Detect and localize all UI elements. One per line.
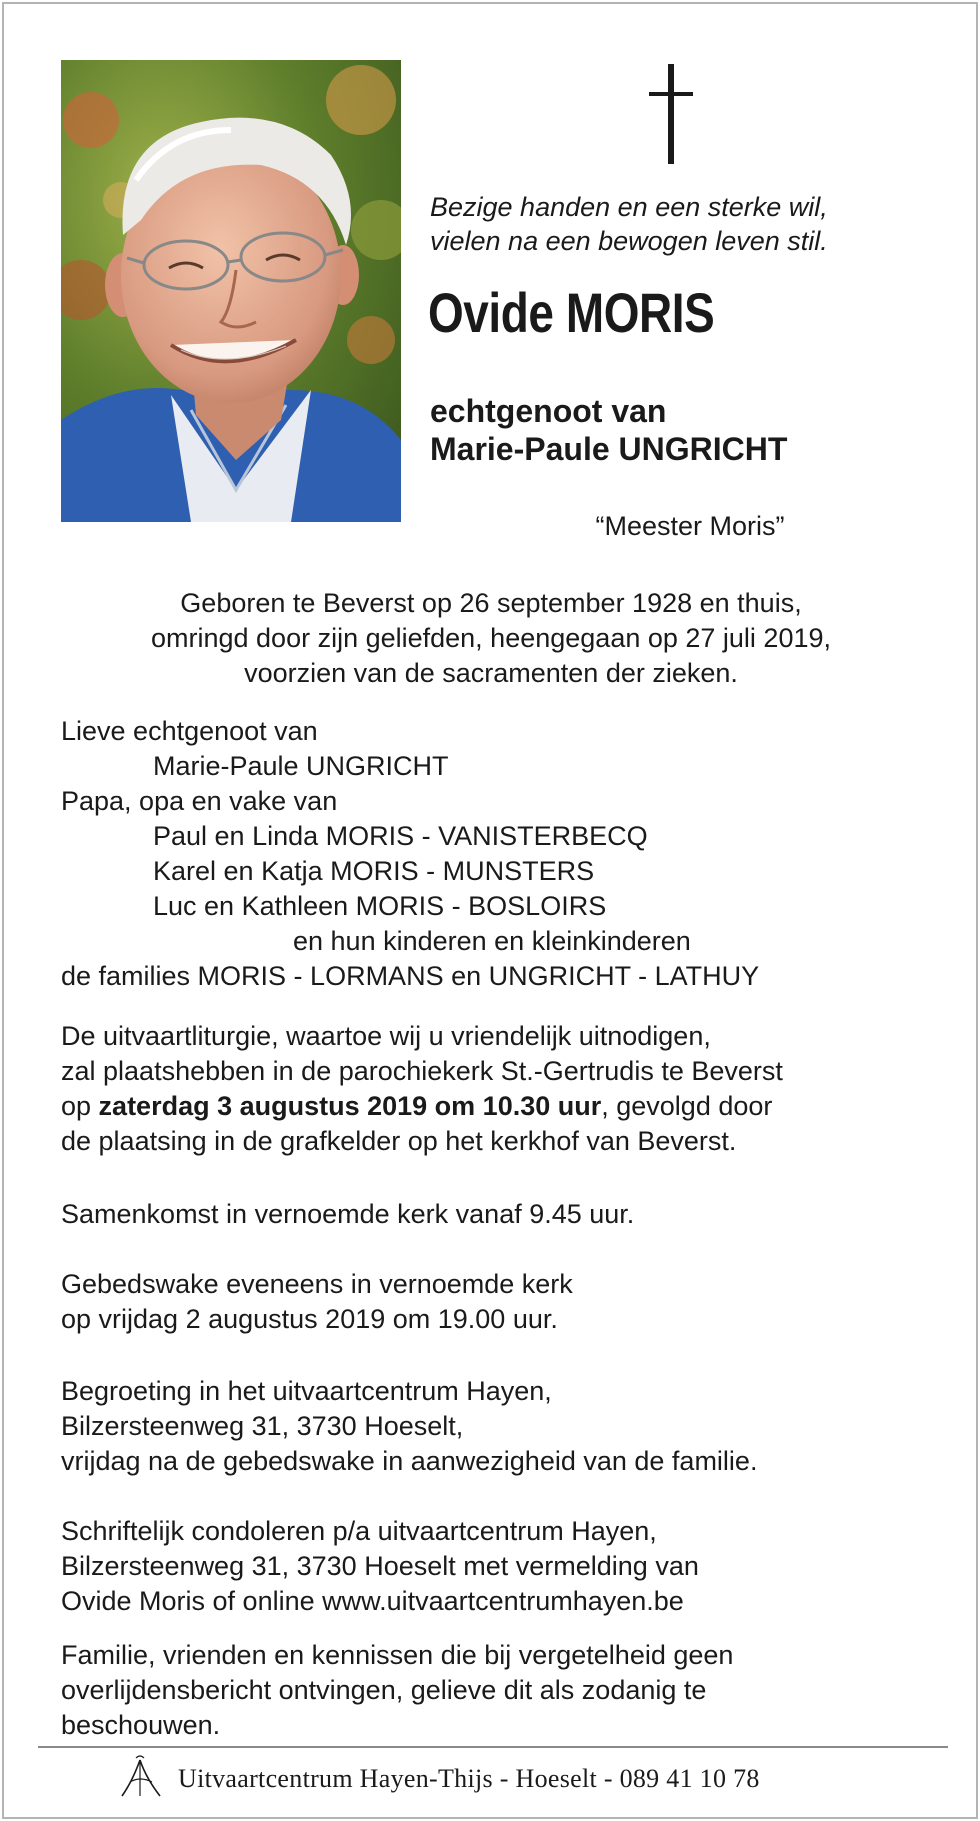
family-line: Karel en Katja MORIS - MUNSTERS [153, 856, 595, 886]
spouse-line: Marie-Paule UNGRICHT [430, 431, 788, 467]
family-line: de families MORIS - LORMANS en UNGRICHT - LATHUY [61, 961, 760, 991]
vigil-paragraph [61, 1267, 961, 1337]
poem [430, 190, 950, 258]
family-line: Luc en Kathleen MORIS - BOSLOIRS [153, 891, 607, 921]
family-line: Paul en Linda MORIS - VANISTERBECQ [153, 821, 648, 851]
family-line: Marie-Paule UNGRICHT [153, 751, 449, 781]
greeting-line: Bilzersteenweg 31, 3730 Hoeselt, [61, 1411, 464, 1441]
vigil-line: op vrijdag 2 augustus 2019 om 19.00 uur. [61, 1304, 558, 1334]
liturgy-line: De uitvaartliturgie, waartoe wij u vriendelijk uitnodigen, [61, 1021, 711, 1051]
closing-paragraph [61, 1638, 961, 1743]
birth-death-text [44, 586, 938, 691]
family-list [61, 714, 961, 994]
family-line: en hun kinderen en kleinkinderen [293, 926, 691, 956]
footer-contact: Uitvaartcentrum Hayen-Thijs - Hoeselt - 089 41 10 78 [178, 1764, 760, 1793]
obituary-card [2, 2, 978, 1819]
family-line: Lieve echtgenoot van [61, 716, 318, 746]
poem-line: Bezige handen en een sterke wil, [430, 192, 828, 222]
poem-line: vielen na een bewogen leven stil. [430, 226, 828, 256]
liturgy-date-time: zaterdag 3 augustus 2019 om 10.30 uur [98, 1091, 602, 1121]
cross-icon [649, 64, 693, 164]
greeting-line: vrijdag na de gebedswake in aanwezigheid van de familie. [61, 1446, 758, 1476]
deceased-name: Ovide MORIS [428, 281, 715, 344]
spouse-heading [430, 392, 950, 468]
condolence-line: Schriftelijk condoleren p/a uitvaartcentrum Hayen, [61, 1516, 657, 1546]
liturgy-line: de plaatsing in de grafkelder op het kerkhof van Beverst. [61, 1126, 737, 1156]
liturgy-line [61, 1089, 961, 1124]
nickname: “Meester Moris” [595, 511, 785, 541]
spouse-line: echtgenoot van [430, 393, 667, 429]
greeting-paragraph [61, 1374, 961, 1479]
condolence-line: Ovide Moris of online www.uitvaartcentrumhayen.be [61, 1586, 684, 1616]
liturgy-line: zal plaatshebben in de parochiekerk St.-Gertrudis te Beverst [61, 1056, 783, 1086]
liturgy-suffix: , gevolgd door [601, 1091, 773, 1121]
condolence-line: Bilzersteenweg 31, 3730 Hoeselt met vermelding van [61, 1551, 699, 1581]
portrait-photo [61, 60, 401, 522]
intro-line: voorzien van de sacramenten der zieken. [244, 658, 738, 688]
funeral-home-logo-icon [116, 1752, 166, 1800]
closing-line: Familie, vrienden en kennissen die bij vergetelheid geen [61, 1640, 734, 1670]
intro-line: omringd door zijn geliefden, heengegaan op 27 juli 2019, [150, 623, 831, 653]
gathering-line: Samenkomst in vernoemde kerk vanaf 9.45 uur. [61, 1199, 635, 1229]
intro-line: Geboren te Beverst op 26 september 1928 en thuis, [180, 588, 802, 618]
vigil-line: Gebedswake eveneens in vernoemde kerk [61, 1269, 573, 1299]
condolence-paragraph [61, 1514, 961, 1619]
liturgy-prefix: op [61, 1091, 99, 1121]
gathering-paragraph [61, 1197, 961, 1232]
greeting-line: Begroeting in het uitvaartcentrum Hayen, [61, 1376, 552, 1406]
closing-line: beschouwen. [61, 1710, 221, 1740]
family-line: Papa, opa en vake van [61, 786, 338, 816]
footer-divider [38, 1746, 948, 1748]
liturgy-paragraph [61, 1019, 961, 1159]
closing-line: overlijdensbericht ontvingen, gelieve dit als zodanig te [61, 1675, 707, 1705]
